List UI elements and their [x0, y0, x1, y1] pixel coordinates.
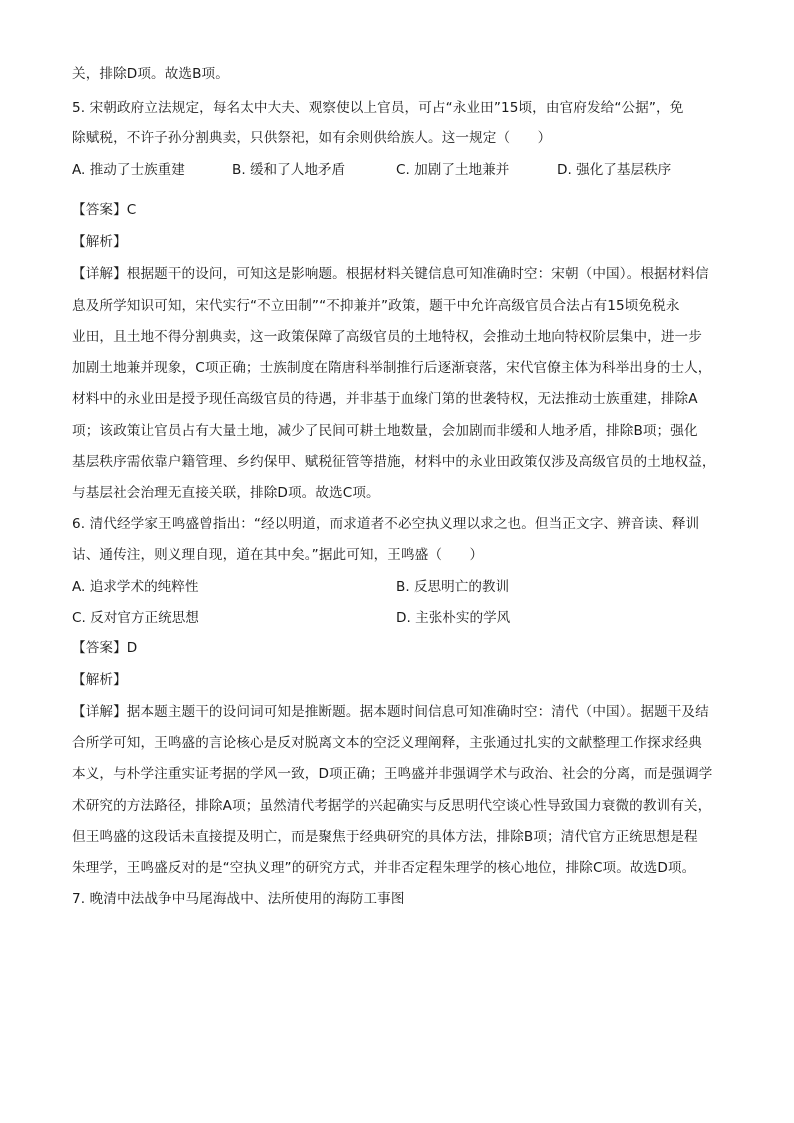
explanation-line: 与基层社会治理无直接关联，排除D项。故选C项。	[72, 485, 380, 501]
question-6-stem: 6. 清代经学家王鸣盛曾指出：“经以明道，而求道者不必空执义理以求之也。但当正文字、辨音读、释训	[72, 516, 700, 532]
question-5-stem: 5. 宋朝政府立法规定，每名太中大夫、观察使以上官员，可占“永业田”15顷，由官府发给“公据”，免	[72, 100, 684, 116]
answer-label: 【答案】D	[72, 640, 138, 656]
explanation-line: 项；该政策让官员占有大量土地，减少了民间可耕土地数量，会加剧而非缓和人地矛盾，排除B项；强化	[72, 423, 698, 439]
q5-option-c: C. 加剧了土地兼并	[396, 162, 510, 178]
explanation-line: 【详解】根据题干的设问，可知这是影响题。根据材料关键信息可知准确时空：宋朝（中国）。根据材料信	[72, 266, 709, 282]
text-line: 除赋税，不许子孙分割典卖，只供祭祀，如有余则供给族人。这一规定（ ）	[72, 130, 552, 146]
answer-label: 【答案】C	[72, 202, 137, 218]
q5-option-a: A. 推动了士族重建	[72, 162, 185, 178]
explanation-line: 业田，且土地不得分割典卖，这一政策保障了高级官员的土地特权，会推动土地向特权阶层集中，进一步	[72, 329, 702, 345]
explanation-line: 但王鸣盛的这段话未直接提及明亡，而是聚焦于经典研究的具体方法，排除B项；清代官方正统思想是程	[72, 829, 698, 845]
analysis-label: 【解析】	[72, 234, 127, 250]
explanation-line: 【详解】据本题主题干的设问词可知是推断题。据本题时间信息可知准确时空：清代（中国）。据题干及结	[72, 704, 709, 720]
text-line: 诂、通传注，则义理自现，道在其中矣。”据此可知，王鸣盛（ ）	[72, 547, 484, 563]
explanation-line: 术研究的方法路径，排除A项；虽然清代考据学的兴起确实与反思明代空谈心性导致国力衰微的教训有关，	[72, 798, 712, 814]
q5-option-d: D. 强化了基层秩序	[557, 162, 672, 178]
explanation-line: 息及所学知识可知，宋代实行“不立田制”“不抑兼并”政策，题干中允许高级官员合法占有15顷免税永	[72, 298, 680, 314]
explanation-line: 朱理学，王鸣盛反对的是“空执义理”的研究方式，并非否定程朱理学的核心地位，排除C项。故选D项。	[72, 860, 696, 876]
q6-option-a: A. 追求学术的纯粹性	[72, 579, 199, 595]
text-line: 关，排除D项。故选B项。	[72, 66, 229, 82]
q6-option-c: C. 反对官方正统思想	[72, 610, 199, 626]
q5-option-b: B. 缓和了人地矛盾	[232, 162, 346, 178]
question-7-stem: 7. 晚清中法战争中马尾海战中、法所使用的海防工事图	[72, 891, 405, 907]
q6-option-b: B. 反思明亡的教训	[396, 579, 510, 595]
explanation-line: 加剧土地兼并现象，C项正确；士族制度在隋唐科举制推行后逐渐衰落，宋代官僚主体为科举出身的士人，	[72, 360, 712, 376]
explanation-line: 基层秩序需依靠户籍管理、乡约保甲、赋税征管等措施，材料中的永业田政策仅涉及高级官员的土地权益，	[72, 454, 716, 470]
explanation-line: 材料中的永业田是授予现任高级官员的待遇，并非基于血缘门第的世袭特权，无法推动士族重建，排除A	[72, 391, 698, 407]
explanation-line: 本义，与朴学注重实证考据的学风一致，D项正确；王鸣盛并非强调学术与政治、社会的分离，而是强调学	[72, 766, 713, 782]
q6-option-d: D. 主张朴实的学风	[396, 610, 511, 626]
analysis-label: 【解析】	[72, 672, 127, 688]
explanation-line: 合所学可知，王鸣盛的言论核心是反对脱离文本的空泛义理阐释，主张通过扎实的文献整理工作探求经典	[72, 735, 702, 751]
